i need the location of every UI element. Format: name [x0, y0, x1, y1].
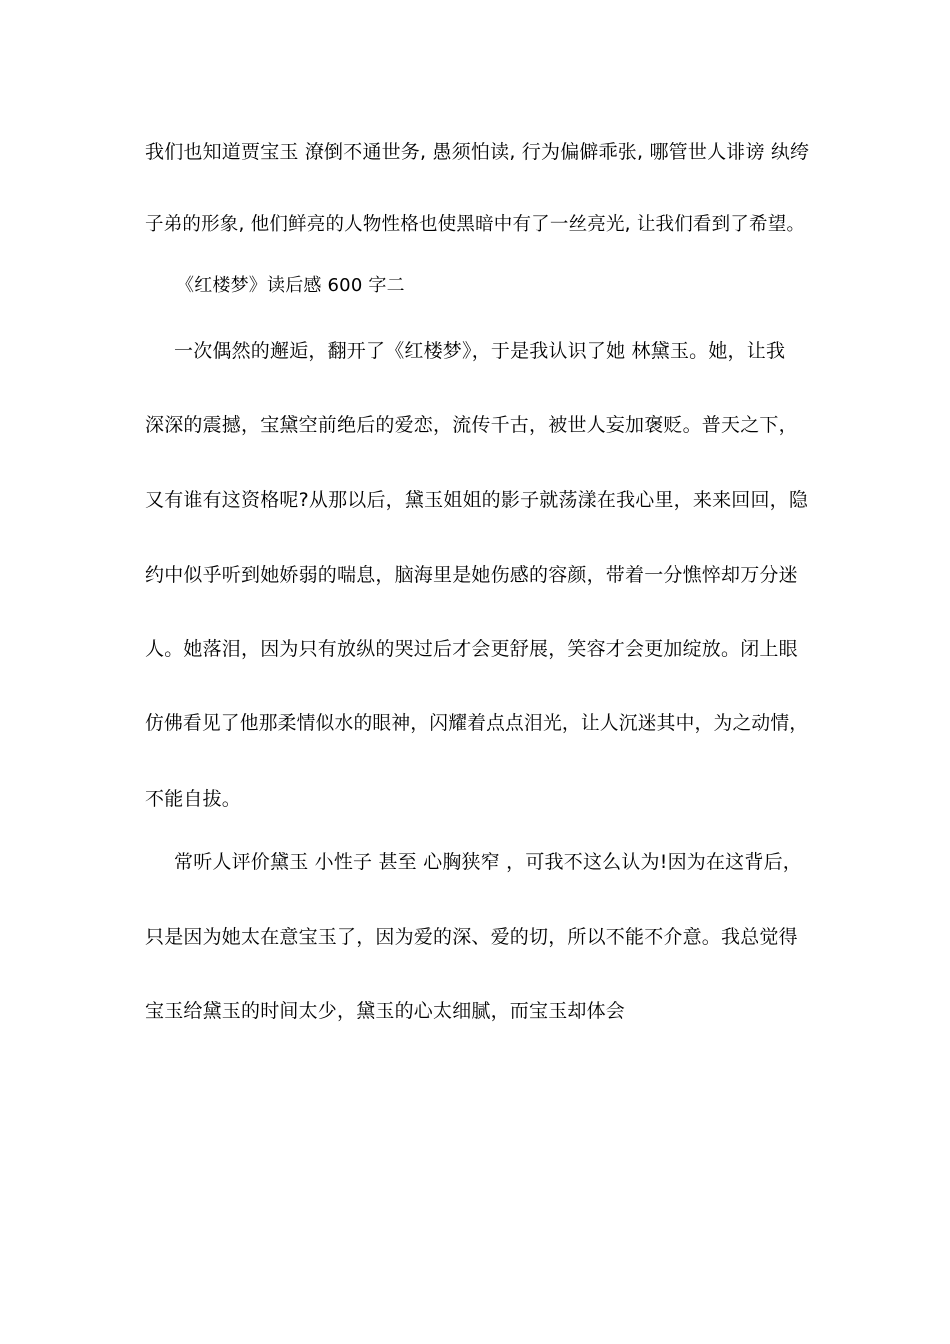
paragraph-line-8: 仿佛看见了他那柔情似水的眼神，闪耀着点点泪光，让人沉迷其中，为之动情， — [145, 713, 809, 734]
paragraph-line-10: 常听人评价黛玉 小性子 甚至 心胸狭窄 ，可我不这么认为!因为在这背后， — [174, 851, 802, 873]
paragraph-line-2: 子弟的形象, 他们鲜亮的人物性格也使黑暗中有了一丝亮光, 让我们看到了希望。 — [145, 214, 806, 235]
paragraph-line-4: 深深的震撼，宝黛空前绝后的爱恋，流传千古，被世人妄加褒贬。普天之下， — [145, 414, 798, 436]
paragraph-line-5: 又有谁有这资格呢?从那以后，黛玉姐姐的影子就荡漾在我心里，来来回回，隐 — [145, 489, 809, 511]
paragraph-line-6: 约中似乎听到她娇弱的喘息，脑海里是她伤感的容颜，带着一分憔悴却万分迷 — [145, 564, 798, 586]
section-heading: 《红楼梦》读后感 600 字二 — [176, 275, 405, 296]
paragraph-line-3: 一次偶然的邂逅，翻开了《红楼梦》，于是我认识了她 林黛玉。她，让我 — [174, 340, 786, 362]
paragraph-line-1: 我们也知道贾宝玉 潦倒不通世务, 愚须怕读, 行为偏僻乖张, 哪管世人诽谤 纨绔 — [145, 141, 810, 163]
paragraph-line-7: 人。她落泪，因为只有放纵的哭过后才会更舒展，笑容才会更加绽放。闭上眼 — [145, 638, 798, 660]
paragraph-line-9: 不能自拔。 — [145, 788, 242, 810]
paragraph-line-12: 宝玉给黛玉的时间太少，黛玉的心太细腻，而宝玉却体会 — [145, 1000, 626, 1022]
paragraph-line-11: 只是因为她太在意宝玉了，因为爱的深、爱的切，所以不能不介意。我总觉得 — [145, 926, 798, 948]
